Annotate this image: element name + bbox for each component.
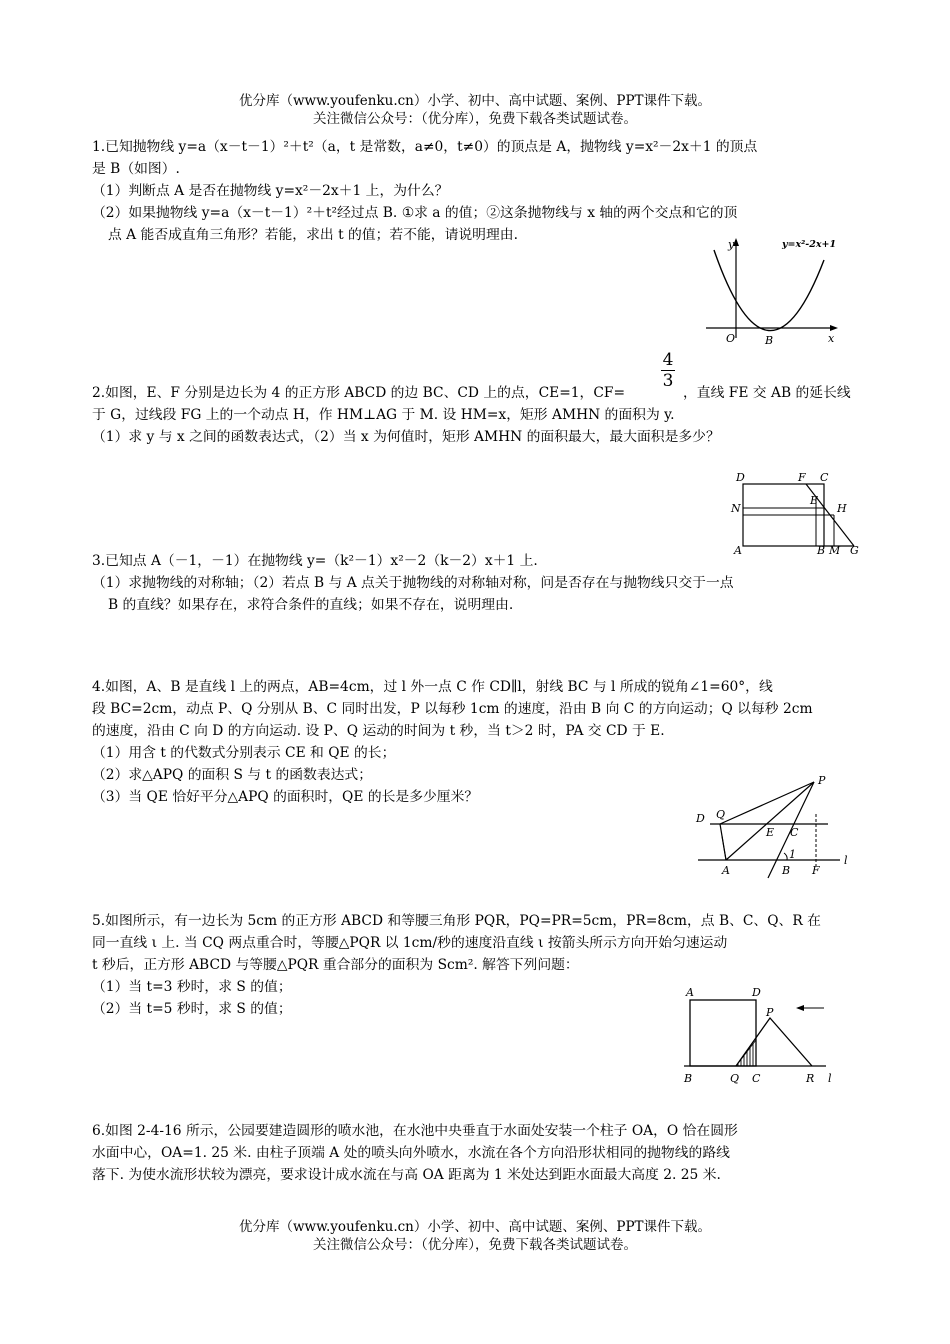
q5-arrow-head xyxy=(796,1005,804,1011)
q2-c-label: C xyxy=(820,471,829,484)
q2-n-label: N xyxy=(731,502,741,515)
q5-d-label: D xyxy=(752,986,761,999)
q1-line-4: （2）如果抛物线 y=a（x－t－1）²＋t²经过点 B. ①求 a 的值；②这条抛物线与 x 轴的两个交点和它的顶 xyxy=(92,205,738,221)
q4-p-label: P xyxy=(818,774,826,787)
q1-origin-label: O xyxy=(726,332,736,345)
q5-r-label: R xyxy=(806,1072,815,1085)
q4-l-label: l xyxy=(844,854,848,867)
q5-line-3: t 秒后，正方形 ABCD 与等腰△PQR 重合部分的面积为 Scm². 解答下列问题： xyxy=(92,957,579,973)
q5-c-label: C xyxy=(752,1072,761,1085)
q5-line-1: 5.如图所示，有一边长为 5cm 的正方形 ABCD 和等腰三角形 PQR，PQ=PR=5cm，PR=8cm，点 B、C、Q、R 在 xyxy=(92,913,821,929)
q2-fraction-denominator: 3 xyxy=(662,371,674,391)
q6-line-2: 水面中心，OA=1. 25 米. 由柱子顶端 A 处的喷头向外喷水，水流在各个方向沿形状相同的抛物线的路线 xyxy=(92,1145,730,1161)
q1-line-1: 1.已知抛物线 y=a（x－t－1）²＋t²（a，t 是常数，a≠0，t≠0）的顶点是 A，抛物线 y=x²－2x＋1 的顶点 xyxy=(92,139,758,155)
q5-l-label: l xyxy=(828,1072,832,1085)
q4-a-label: A xyxy=(722,864,730,877)
q4-e-label: E xyxy=(766,826,775,839)
q1-x-label: x xyxy=(828,332,835,345)
q2-fraction xyxy=(661,350,675,391)
q5-b-label: B xyxy=(684,1072,693,1085)
q4-segment-pq xyxy=(720,782,814,824)
q4-line-5: （2）求△APQ 的面积 S 与 t 的函数表达式； xyxy=(92,767,373,783)
q1-parabola-curve xyxy=(714,250,824,331)
q1-parabola-figure xyxy=(700,238,850,350)
q5-q-label: Q xyxy=(730,1072,740,1085)
q2-fraction-numerator: 4 xyxy=(662,350,674,370)
q4-angle-1-label: 1 xyxy=(789,848,796,861)
q4-line-6: （3）当 QE 恰好平分△APQ 的面积时，QE 的长是多少厘米？ xyxy=(92,789,479,805)
q4-f-label: F xyxy=(812,864,820,877)
q2-b-label: B xyxy=(817,544,826,554)
q4-line-3: 的速度，沿由 C 向 D 的方向运动. 设 P、Q 运动的时间为 t 秒，当 t＞2 时，PA 交 CD 于 E. xyxy=(92,723,665,739)
q4-segment-pa xyxy=(726,782,814,860)
q4-line-2: 段 BC=2cm，动点 P、Q 分别从 B、C 同时出发，P 以每秒 1cm 的速度，沿由 B 向 C 的方向运动；Q 以每秒 2cm xyxy=(92,701,813,717)
q2-line-3: （1）求 y 与 x 之间的函数表达式，（2）当 x 为何值时，矩形 AMHN 的面积最大，最大面积是多少？ xyxy=(92,429,720,445)
q2-line-2: 于 G，过线段 FG 上的一个动点 H，作 HM⊥AG 于 M. 设 HM=x，矩形 AMHN 的面积为 y. xyxy=(92,407,675,423)
q1-line-2: 是 B（如图）. xyxy=(92,161,180,177)
q3-line-2: （1）求抛物线的对称轴；（2）若点 B 与 A 点关于抛物线的对称轴对称，问是否存在与抛物线只交于一点 xyxy=(92,575,734,591)
q4-segment-left xyxy=(722,836,726,860)
q5-line-5: （2）当 t=5 秒时，求 S 的值； xyxy=(92,1001,292,1017)
q1-line-3: （1）判断点 A 是否在抛物线 y=x²－2x＋1 上，为什么？ xyxy=(92,183,449,199)
q1-b-label: B xyxy=(765,334,774,347)
q4-line-1: 4.如图，A、B 是直线 l 上的两点，AB=4cm，过 l 外一点 C 作 CD∥l，射线 BC 与 l 所成的锐角∠1=60°，线 xyxy=(92,679,773,695)
q2-e-label: E xyxy=(810,494,819,507)
q4-geometry-figure xyxy=(690,774,860,880)
q6-line-1: 6.如图 2-4-16 所示，公园要建造圆形的喷水池，在水池中央垂直于水面处安装一个柱子 OA，O 恰在圆形 xyxy=(92,1123,738,1139)
q3-line-3: B 的直线？如果存在，求符合条件的直线；如果不存在，说明理由. xyxy=(108,597,514,613)
q5-a-label: A xyxy=(686,986,694,999)
q5-line-2: 同一直线 ι 上. 当 CQ 两点重合时，等腰△PQR 以 1cm/秒的速度沿直线 ι 按箭头所示方向开始匀速运动 xyxy=(92,935,728,951)
q2-d-label: D xyxy=(736,471,745,484)
q4-b-label: B xyxy=(782,864,791,877)
q2-line-1b: ，直线 FE 交 AB 的延长线 xyxy=(683,385,851,401)
q2-f-label: F xyxy=(798,471,806,484)
page-header xyxy=(0,92,950,128)
q1-curve-label: y=x²-2x+1 xyxy=(782,239,837,250)
q5-p-label: P xyxy=(766,1006,774,1019)
q2-square-figure xyxy=(726,470,861,554)
q2-h-label: H xyxy=(837,502,847,515)
footer-line-1: 优分库（www.youfenku.cn）小学、初中、高中试题、案例、PPT课件下载。 xyxy=(238,1219,712,1235)
q4-q-label: Q xyxy=(716,808,726,821)
q2-a-label: A xyxy=(734,544,742,554)
q1-y-label: y xyxy=(728,238,735,251)
q2-g-label: G xyxy=(850,544,859,554)
q4-angle-1-arc xyxy=(784,853,787,860)
header-line-1: 优分库（www.youfenku.cn）小学、初中、高中试题、案例、PPT课件下载。 xyxy=(238,93,712,109)
header-line-2: 关注微信公众号：（优分库），免费下载各类试题试卷。 xyxy=(313,111,637,127)
q6-line-3: 落下. 为使水流形状较为漂亮，要求设计成水流在与高 OA 距离为 1 米处达到距水面最大高度 2. 25 米. xyxy=(92,1167,721,1183)
q3-line-1: 3.已知点 A（－1，－1）在抛物线 y=（k²－1）x²－2（k－2）x＋1 上. xyxy=(92,553,538,569)
q4-d-label: D xyxy=(696,812,705,825)
q5-line-4: （1）当 t=3 秒时，求 S 的值； xyxy=(92,979,292,995)
q4-c-label: C xyxy=(790,826,799,839)
q1-line-5: 点 A 能否成直角三角形？若能，求出 t 的值；若不能，请说明理由. xyxy=(108,227,518,243)
q4-line-4: （1）用含 t 的代数式分别表示 CE 和 QE 的长； xyxy=(92,745,396,761)
q5-square-triangle-figure xyxy=(680,986,850,1088)
page-footer xyxy=(0,1218,950,1254)
q1-x-arrow xyxy=(830,325,838,331)
q2-line-1a: 2.如图，E、F 分别是边长为 4 的正方形 ABCD 的边 BC、CD 上的点，CE=1，CF= xyxy=(92,385,626,401)
footer-line-2: 关注微信公众号：（优分库），免费下载各类试题试卷。 xyxy=(313,1237,637,1253)
q2-m-label: M xyxy=(829,544,841,554)
